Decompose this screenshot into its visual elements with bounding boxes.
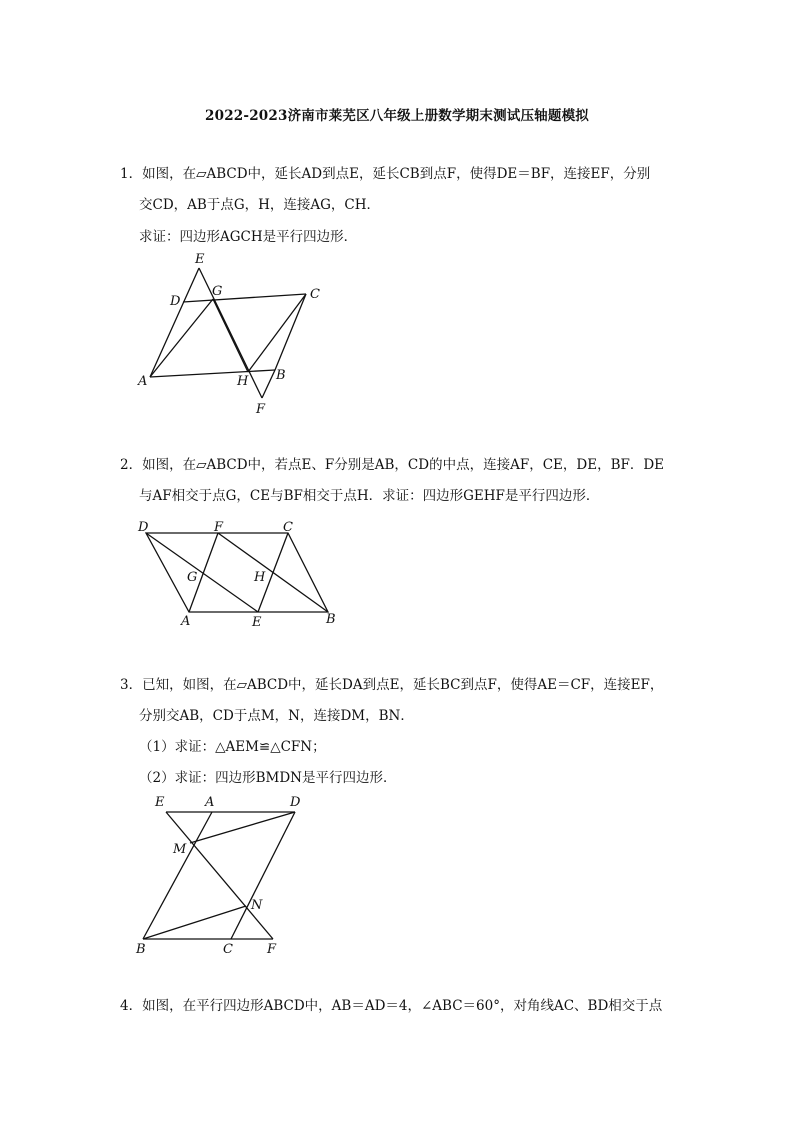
q1-line3: 求证：四边形AGCH是平行四边形． bbox=[139, 229, 358, 245]
q1-label-d: D bbox=[170, 294, 181, 309]
q2-label-a: A bbox=[181, 614, 191, 629]
q1-label-f: F bbox=[256, 402, 266, 417]
q3-label-b: B bbox=[136, 942, 146, 957]
q3-label-e: E bbox=[155, 795, 165, 810]
q2-label-g: G bbox=[187, 570, 198, 585]
q2-label-h: H bbox=[254, 570, 266, 585]
q3-sub2: （2）求证：四边形BMDN是平行四边形． bbox=[139, 770, 397, 786]
q2-line2: 与AF相交于点G，CE与BF相交于点H．求证：四边形GEHF是平行四边形． bbox=[139, 488, 600, 504]
q1-label-c: C bbox=[310, 287, 320, 302]
q3-label-f: F bbox=[267, 942, 277, 957]
page-title: 2022-2023济南市莱芜区八年级上册数学期末测试压轴题模拟 bbox=[205, 108, 589, 124]
q2-label-b: B bbox=[326, 612, 336, 627]
q3-lines bbox=[143, 812, 295, 939]
q1-label-b: B bbox=[276, 368, 286, 383]
q2-label-d: D bbox=[138, 520, 149, 535]
q3-sub1: （1）求证：△AEM≌△CFN； bbox=[139, 739, 326, 755]
q3-label-c: C bbox=[223, 942, 233, 957]
q1-line1: 1．如图，在▱ABCD中，延长AD到点E，延长CB到点F，使得DE＝BF，连接EF，分别 bbox=[120, 166, 651, 182]
q3-label-a: A bbox=[205, 795, 215, 810]
q1-label-e: E bbox=[195, 252, 205, 267]
q2-line1: 2．如图，在▱ABCD中，若点E、F分别是AB，CD的中点，连接AF，CE，DE，BF．DE bbox=[120, 457, 665, 473]
q4-line1: 4．如图，在平行四边形ABCD中，AB＝AD＝4，∠ABC＝60°，对角线AC、BD相交于点 bbox=[120, 998, 663, 1014]
q2-label-c: C bbox=[283, 520, 293, 535]
q1-label-g: G bbox=[212, 284, 223, 299]
q2-label-f: F bbox=[214, 520, 224, 535]
q3-label-m: M bbox=[173, 842, 187, 857]
q3-line1: 3．已知，如图，在▱ABCD中，延长DA到点E，延长BC到点F，使得AE＝CF，连接EF， bbox=[120, 677, 664, 693]
q3-label-n: N bbox=[251, 898, 263, 913]
q2-label-e: E bbox=[252, 615, 262, 630]
q1-label-h: H bbox=[237, 374, 249, 389]
q1-label-a: A bbox=[138, 374, 148, 389]
q3-line2: 分别交AB，CD于点M，N，连接DM，BN． bbox=[139, 708, 414, 724]
q1-line2: 交CD，AB于点G，H，连接AG，CH． bbox=[139, 197, 381, 213]
q3-label-d: D bbox=[290, 795, 301, 810]
